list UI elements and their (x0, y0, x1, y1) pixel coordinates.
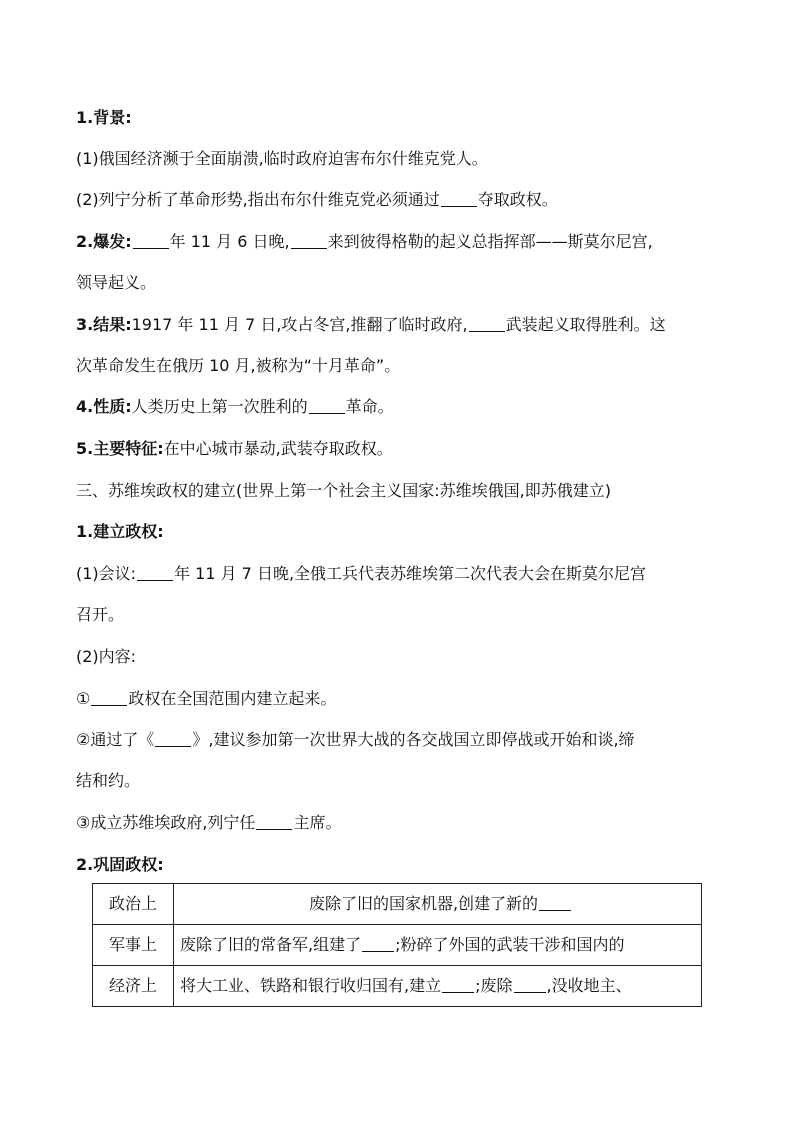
section-3-title: 三、苏维埃政权的建立(世界上第一个社会主义国家:苏维埃俄国,即苏俄建立) (76, 481, 611, 500)
fill-blank (137, 564, 173, 581)
text: 将大工业、铁路和银行收归国有,建立 (180, 976, 442, 995)
fill-blank (309, 397, 345, 414)
outbreak-heading: 2.爆发: (76, 232, 132, 251)
content-item-2-line-1 (76, 730, 726, 750)
text: ②通过了《 (76, 730, 155, 749)
result-heading: 3.结果: (76, 315, 132, 334)
establish-heading: 1.建立政权: (76, 522, 164, 541)
result-line-2: 次革命发生在俄历 10 月,被称为“十月革命”。 (76, 356, 401, 375)
consolidate-heading: 2.巩固政权: (76, 855, 164, 874)
text: 政权在全国范围内建立起来。 (128, 689, 337, 708)
fill-blank (256, 813, 292, 830)
fill-blank (91, 689, 127, 706)
text: 年 11 月 7 日晚,全俄工兵代表苏维埃第二次代表大会在斯莫尔尼宫 (174, 564, 647, 583)
fill-blank (362, 935, 394, 952)
content-heading: (2)内容: (76, 647, 137, 666)
text: 武装起义取得胜利。这 (505, 315, 666, 334)
row-content (174, 925, 702, 966)
text: (1)会议: (76, 564, 137, 583)
text: 》,建议参加第一次世界大战的各交战国立即停战或开始和谈,缔 (192, 730, 635, 749)
background-heading: 1.背景: (76, 108, 132, 127)
content-item-1 (76, 689, 726, 709)
fill-blank (155, 730, 191, 747)
text: (2)列宁分析了革命形势,指出布尔什维克党必须通过 (76, 190, 440, 209)
feature-heading: 5.主要特征: (76, 439, 164, 458)
row-label: 经济上 (93, 966, 174, 1007)
background-point-1: (1)俄国经济濒于全面崩溃,临时政府迫害布尔什维克党人。 (76, 149, 488, 168)
text: 1917 年 11 月 7 日,攻占冬宫,推翻了临时政府, (131, 315, 468, 334)
table-row (93, 966, 702, 1007)
outbreak-line-2: 领导起义。 (76, 273, 157, 292)
fill-blank (441, 190, 477, 207)
text: 人类历史上第一次胜利的 (131, 397, 308, 416)
meeting-line-2: 召开。 (76, 605, 125, 624)
fill-blank (133, 232, 169, 249)
text: ,没收地主、 (546, 976, 632, 995)
table-row (93, 884, 702, 925)
text: 年 11 月 6 日晚, (169, 232, 290, 251)
meeting-line-1 (76, 564, 726, 584)
row-label: 政治上 (93, 884, 174, 925)
nature-line (76, 397, 726, 417)
feature-line (76, 439, 726, 459)
content-item-3 (76, 813, 726, 833)
text: 夺取政权。 (477, 190, 558, 209)
table-row (93, 925, 702, 966)
content-item-2-line-2: 结和约。 (76, 771, 141, 790)
background-point-2 (76, 190, 726, 210)
text: ① (76, 689, 91, 708)
text: 来到彼得格勒的起义总指挥部——斯莫尔尼宫, (327, 232, 653, 251)
result-line-1 (76, 315, 726, 335)
text: ;废除 (475, 976, 513, 995)
fill-blank (291, 232, 327, 249)
fill-blank (539, 894, 571, 911)
nature-heading: 4.性质: (76, 397, 132, 416)
text: 在中心城市暴动,武装夺取政权。 (163, 439, 393, 458)
row-content (174, 966, 702, 1007)
fill-blank (442, 976, 474, 993)
fill-blank (514, 976, 546, 993)
text: 废除了旧的常备军,组建了 (180, 935, 362, 954)
outbreak-line-1 (76, 232, 726, 252)
text: 主席。 (293, 813, 342, 832)
fill-blank (469, 315, 505, 332)
text: 废除了旧的国家机器,创建了新的 (308, 894, 539, 913)
row-content (174, 884, 702, 925)
text: ③成立苏维埃政府,列宁任 (76, 813, 256, 832)
text: 革命。 (345, 397, 394, 416)
row-label: 军事上 (93, 925, 174, 966)
consolidation-table (92, 883, 702, 1007)
text: ;粉碎了外国的武装干涉和国内的 (395, 935, 625, 954)
